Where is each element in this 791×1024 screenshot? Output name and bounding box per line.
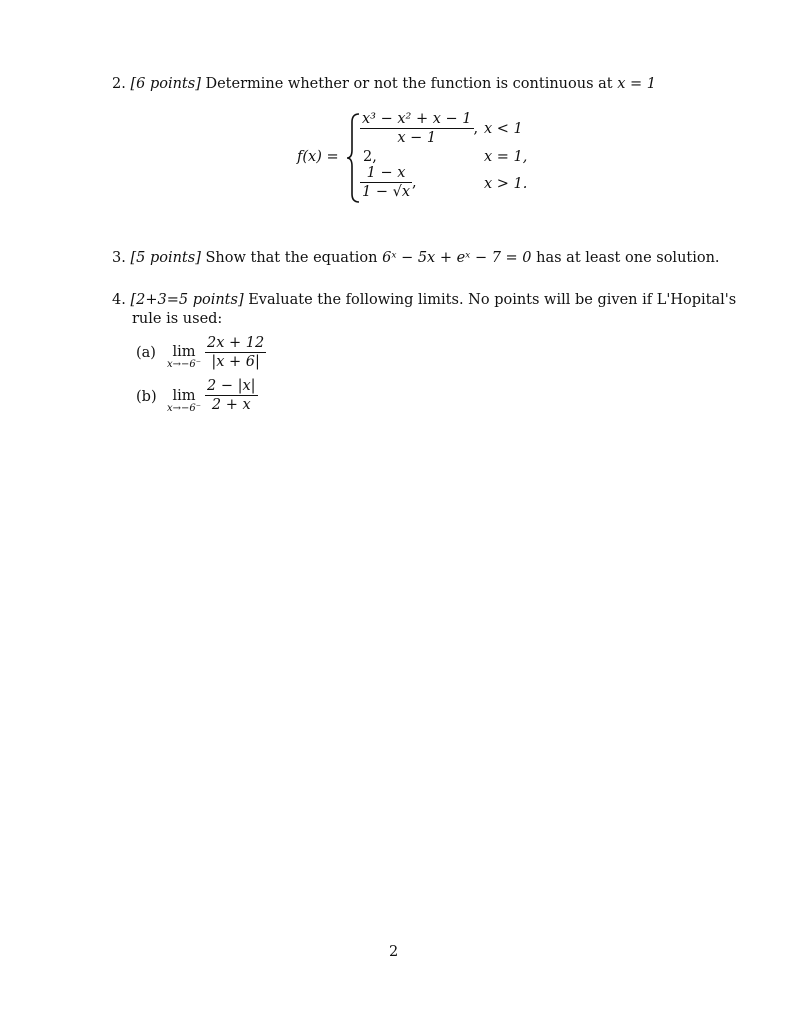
part-a-label: (a): [136, 345, 156, 361]
problem-4-text-line-1: Evaluate the following limits. No points will be given if L'Hopital's: [248, 292, 737, 308]
left-brace: [345, 112, 361, 204]
problem-4-number: 4.: [112, 292, 126, 308]
problem-3-equation: 6ˣ − 5x + eˣ − 7 = 0: [382, 250, 532, 266]
case-2-value: 2,: [363, 149, 377, 165]
case-2-condition: x = 1,: [484, 149, 528, 165]
problem-2-condition: x = 1: [617, 76, 656, 92]
part-a-fraction: [205, 334, 266, 371]
part-a-lim-subscript: x→−6⁻: [166, 359, 202, 370]
function-label: f(x) =: [297, 149, 339, 165]
case-1-fraction: $\frac{\text{x³ − x² + x − 1}}{x - 1}$ ,: [362, 111, 479, 146]
problem-4-line-1: [112, 292, 736, 308]
case-3-denominator: 1 − √x: [362, 184, 411, 200]
problem-2-points: [6 points]: [130, 76, 201, 92]
problem-4-points: [2+3=5 points]: [130, 292, 244, 308]
case-3-condition: x > 1.: [484, 176, 528, 192]
problem-3-points: [5 points]: [130, 250, 201, 266]
part-b-numerator: 2 − |x|: [207, 378, 256, 394]
part-b-denominator: 2 + x: [211, 397, 251, 413]
case-1-denominator: x − 1: [397, 130, 437, 146]
problem-3: [112, 250, 720, 266]
part-a-denominator: |x + 6|: [211, 354, 260, 370]
case-3-numerator: 1 − x: [366, 165, 406, 181]
part-b-fraction: [205, 377, 258, 414]
part-b-lim-word: lim: [172, 388, 196, 404]
problem-2-header: [112, 76, 656, 92]
problem-4-text-line-2: rule is used:: [132, 311, 223, 327]
case-1-condition: x < 1: [484, 121, 523, 137]
case-1-numerator: x³ − x² + x − 1: [362, 111, 472, 127]
problem-2-text: Determine whether or not the function is continuous at: [205, 76, 613, 92]
part-b-lim-subscript: x→−6⁻: [166, 403, 202, 414]
part-b-limit: [162, 389, 206, 414]
part-a-numerator: 2x + 12: [207, 335, 265, 351]
part-a-lim-word: lim: [172, 344, 196, 360]
problem-3-number: 3.: [112, 250, 126, 266]
part-a-limit: [162, 345, 206, 370]
part-b-label: (b): [136, 389, 157, 405]
problem-3-text-before: Show that the equation: [205, 250, 378, 266]
case-3-fraction: $\frac{1 - x}{1 - √x}$ ,: [362, 165, 417, 200]
problem-3-text-after: has at least one solution.: [536, 250, 720, 266]
problem-2-number: 2.: [112, 76, 126, 92]
page-number: 2: [389, 944, 399, 960]
